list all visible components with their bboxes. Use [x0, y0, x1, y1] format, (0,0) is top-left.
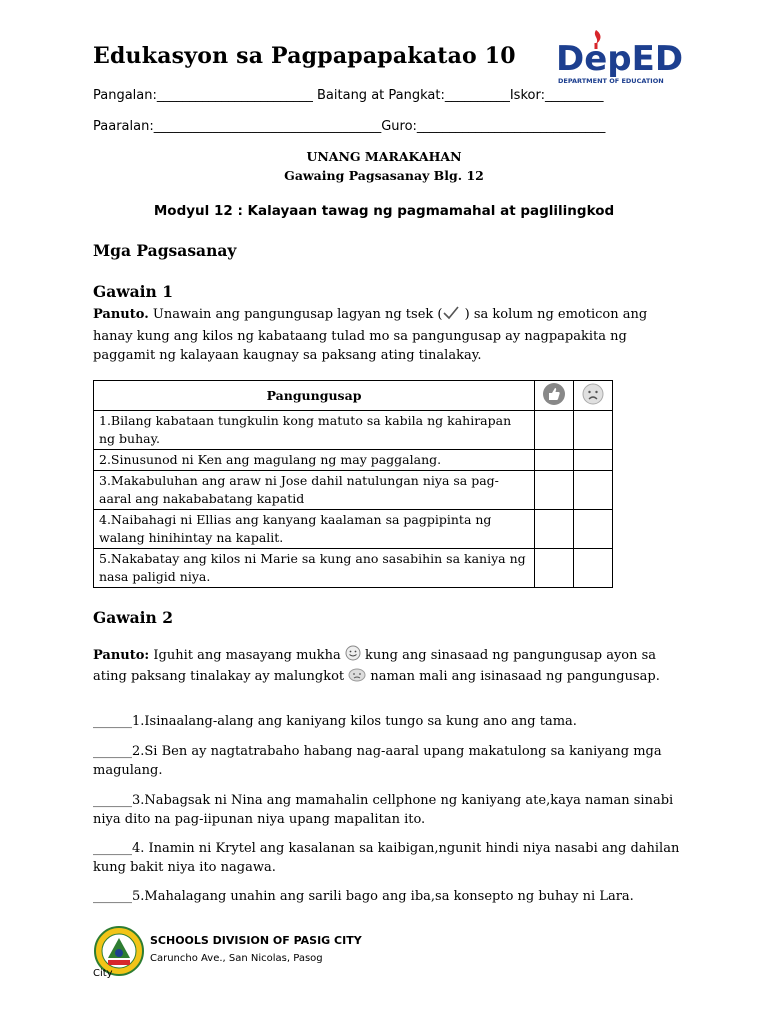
table-row: 3.Makabuluhan ang araw ni Jose dahil natulungan niya sa pag-aaral ang nakababatang kapatid — [94, 471, 613, 510]
activity-number: Gawaing Pagsasanay Blg. 12 — [284, 168, 484, 183]
sad-face-icon — [581, 394, 605, 409]
document-title: Edukasyon sa Pagpapapakatao 10 — [93, 43, 516, 69]
gawain1-instructions: Panuto. Unawain ang pangungusap lagyan ng tsek ( ) sa kolum ng emoticon ang hanay kung ang kilos ng kabataang tulad mo sa pangungusap ay nagpapakita ng paggamit ng kalayaan kaugnay sa paksang ating tinalakay. — [93, 307, 648, 363]
gawain1-table — [93, 380, 613, 588]
deped-logo — [556, 28, 688, 88]
thumbs-up-checkbox[interactable] — [535, 471, 574, 510]
gawain2-heading: Gawain 2 — [93, 608, 174, 627]
sad-face-small-icon — [348, 668, 366, 688]
thumbs-up-column — [535, 381, 574, 411]
deped-logo-subtext: DEPARTMENT OF EDUCATION — [558, 77, 664, 85]
gawain2-item: ______5.Mahalagang unahin ang sarili bago ang iba,sa konsepto ng buhay ni Lara. — [93, 889, 634, 904]
thumbs-up-checkbox[interactable] — [535, 549, 574, 588]
footer-address-city: City — [93, 968, 113, 979]
gawain2-item: ______4. Inamin ni Krytel ang kasalanan sa kaibigan,ngunit hindi niya nasabi ang dahilan kung bakit niya ito nagawa. — [93, 841, 680, 875]
table-header-pangungusap: Pangungusap — [94, 381, 535, 411]
gawain2-instructions: Panuto: Iguhit ang masayang mukha kung ang sinasaad ng pangungusap ayon sa ating paksang tinalakay ay malungkot naman mali ang isinasaad ng pangungusap. — [93, 645, 683, 688]
table-row: 2.Sinusunod ni Ken ang magulang ng may paggalang. — [94, 450, 613, 471]
gawain2-item: ______2.Si Ben ay nagtatrabaho habang nag-aaral upang makatulong sa kaniyang mga magulang. — [93, 744, 662, 778]
sad-face-checkbox[interactable] — [574, 411, 613, 450]
sad-face-checkbox[interactable] — [574, 471, 613, 510]
gawain1-heading: Gawain 1 — [93, 282, 174, 301]
thumbs-up-checkbox[interactable] — [535, 510, 574, 549]
sad-face-checkbox[interactable] — [574, 510, 613, 549]
table-row: 4.Naibahagi ni Ellias ang kanyang kaalaman sa pagpipinta ng walang hinihintay na kapalit. — [94, 510, 613, 549]
quarter-label: UNANG MARAKAHAN — [306, 149, 462, 164]
thumbs-up-checkbox[interactable] — [535, 450, 574, 471]
checkmark-icon — [442, 305, 460, 327]
table-row: 5.Nakabatay ang kilos ni Marie sa kung ano sasabihin sa kaniya ng nasa paligid niya. — [94, 549, 613, 588]
footer-address: Caruncho Ave., San Nicolas, Pasog — [150, 953, 323, 964]
sad-face-column — [574, 381, 613, 411]
module-title: Modyul 12 : Kalayaan tawag ng pagmamahal at paglilingkod — [153, 203, 615, 219]
table-row: 1.Bilang kabataan tungkulin kong matuto sa kabila ng kahirapan ng buhay. — [94, 411, 613, 450]
footer-org: SCHOOLS DIVISION OF PASIG CITY — [150, 934, 362, 947]
gawain2-item: ______1.Isinaalang-alang ang kaniyang kilos tungo sa kung ano ang tama. — [93, 714, 577, 729]
sad-face-checkbox[interactable] — [574, 450, 613, 471]
gawain2-item: ______3.Nabagsak ni Nina ang mamahalin cellphone ng kaniyang ate,kaya naman sinabi niya dito na pag-iipunan niya upang mapalitan ito. — [93, 793, 674, 827]
thumbs-up-icon — [542, 394, 566, 409]
section-heading: Mga Pagsasanay — [93, 241, 237, 260]
gawain2-panuto-label: Panuto: — [93, 648, 150, 663]
name-grade-score-row: Pangalan:________________________ Baitang at Pangkat:__________Iskor:_________ — [93, 88, 604, 103]
happy-face-icon — [345, 645, 361, 667]
school-teacher-row: Paaralan:___________________________________Guro:_____________________________ — [93, 119, 606, 134]
deped-logo-text: DepED — [556, 39, 684, 79]
thumbs-up-checkbox[interactable] — [535, 411, 574, 450]
gawain1-panuto-label: Panuto. — [93, 307, 149, 322]
sad-face-checkbox[interactable] — [574, 549, 613, 588]
